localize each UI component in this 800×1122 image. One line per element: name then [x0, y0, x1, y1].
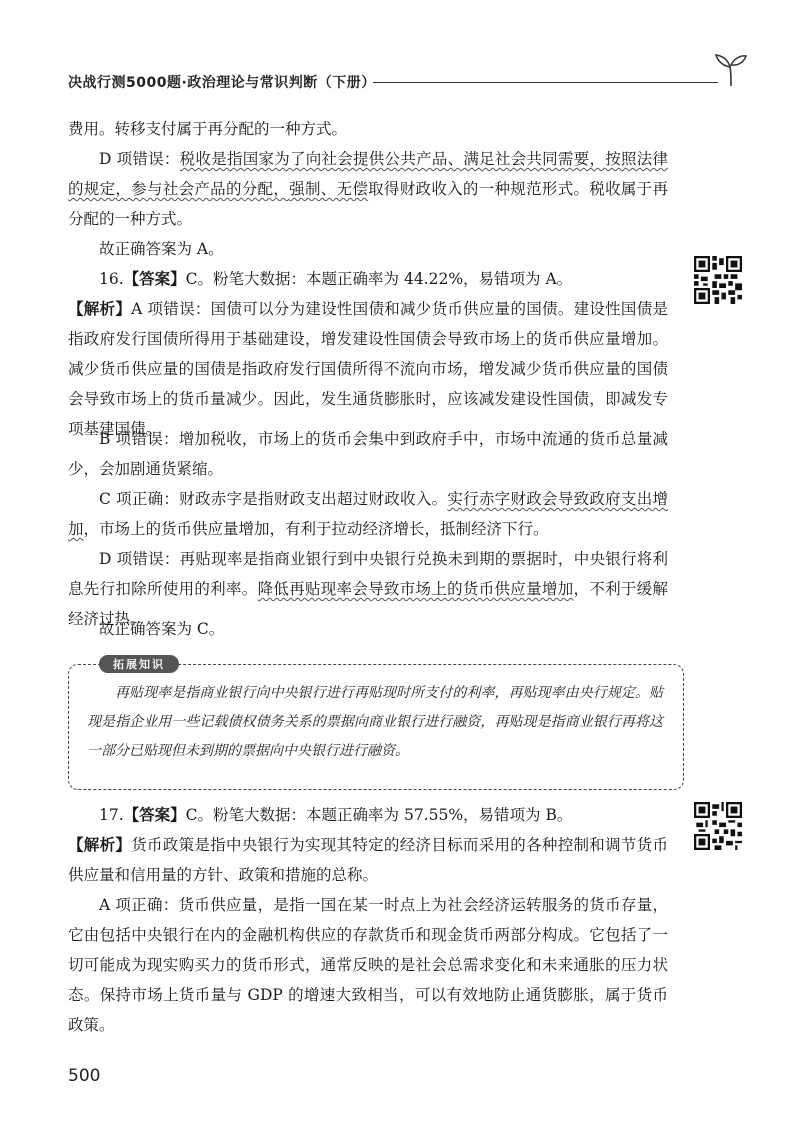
paragraph-option-d-tax	[68, 144, 668, 234]
underlined-text: 强制、无偿	[289, 180, 369, 198]
underlined-text: 实行赤字财政会导致政府支出增加	[68, 490, 668, 538]
question-number: 17.	[99, 806, 124, 824]
note-label: 拓展知识	[99, 655, 179, 673]
underlined-text: 降低再贴现率会导致市场上的货币供应量增加	[257, 580, 574, 598]
question-17-answer	[68, 800, 668, 830]
answer-tag: 【答案】	[123, 806, 186, 824]
qr-code-icon[interactable]	[694, 256, 742, 304]
page-number: 500	[68, 1066, 101, 1086]
question-number: 16.	[99, 270, 124, 288]
analysis-text: 货币政策是指中央银行为实现其特定的经济目标而采用的各种控制和调节货币供应量和信用量的方针、政策和措施的总称。	[68, 836, 668, 884]
analysis-tag: 【解析】	[68, 836, 132, 854]
header-rule	[373, 82, 718, 83]
paragraph-continuation: 费用。转移支付属于再分配的一种方式。	[68, 120, 348, 138]
answer-line: 故正确答案为 C。	[99, 620, 225, 638]
book-title: 决战行测5000题·政治理论与常识判断（下册）	[68, 75, 376, 91]
qr-code-icon[interactable]	[694, 802, 742, 850]
answer-text: C。粉笔大数据：本题正确率为 44.22%，易错项为 A。	[185, 270, 573, 288]
question-16-answer	[68, 264, 668, 294]
question-17-analysis	[68, 830, 668, 890]
answer-line: 故正确答案为 A。	[99, 240, 224, 258]
paragraph-text: ，市场上的货币供应量增加，有利于拉动经济增长，抵制经济下行。	[83, 520, 549, 538]
paragraph-text: C 项正确：财政赤字是指财政支出超过财政收入。	[99, 490, 448, 508]
paragraph-text: 取得财政收入的一种规范形式。税收属于再分配的一种方式。	[68, 180, 668, 228]
paragraph-option-c	[68, 484, 668, 544]
answer-tag: 【答案】	[123, 270, 186, 288]
paragraph-text: ，不利于缓解经济过热。	[68, 580, 668, 628]
sprout-icon	[714, 52, 748, 88]
answer-text: C。粉笔大数据：本题正确率为 57.55%，易错项为 B。	[185, 806, 573, 824]
option-label: D 项错误：	[99, 150, 180, 168]
extension-knowledge-box	[68, 658, 684, 790]
paragraph-option-a: A 项正确：货币供应量，是指一国在某一时点上为社会经济运转服务的货币存量，它由包括中央银行在内的金融机构供应的存款货币和现金货币两部分构成。它包括了一切可能成为现实购买力的货币形式，通常反映的是社会总需求变化和未来通胀的压力状态。保持市场上货币量与 GDP 的增速大致相当，可以有效地防止通货膨胀，属于货币政策。	[68, 896, 668, 1034]
paragraph-option-b: B 项错误：增加税收，市场上的货币会集中到政府手中，市场中流通的货币总量减少，会加剧通货紧缩。	[68, 430, 668, 478]
running-header	[68, 72, 748, 96]
question-16-analysis	[68, 294, 668, 444]
analysis-text: A 项错误：国债可以分为建设性国债和减少货币供应量的国债。建设性国债是指政府发行国债所得用于基础建设，增发建设性国债会导致市场上的货币供应量增加。减少货币供应量的国债是指政府发行国债所得不流向市场，增发减少货币供应量的国债会导致市场上的货币量减少。因此，发生通货膨胀时，应该减发建设性国债，即减发专项基建国债。	[68, 300, 668, 438]
paragraph-text: D 项错误：再贴现率是指商业银行到中央银行兑换未到期的票据时，中央银行将利息先行扣除所使用的利率。	[68, 550, 668, 598]
analysis-tag: 【解析】	[68, 300, 132, 318]
underlined-text: 税收是指国家为了向社会提供公共产品、满足社会共同需要，按照法律的规定，参与社会产品的分配，	[68, 150, 668, 198]
note-text: 再贴现率是指商业银行向中央银行进行再贴现时所支付的利率，再贴现率由央行规定。贴现是指企业用一些记载债权债务关系的票据向商业银行进行融资，再贴现是指商业银行再将这一部分已贴现但未到期的票据向中央银行进行融资。	[87, 685, 663, 759]
